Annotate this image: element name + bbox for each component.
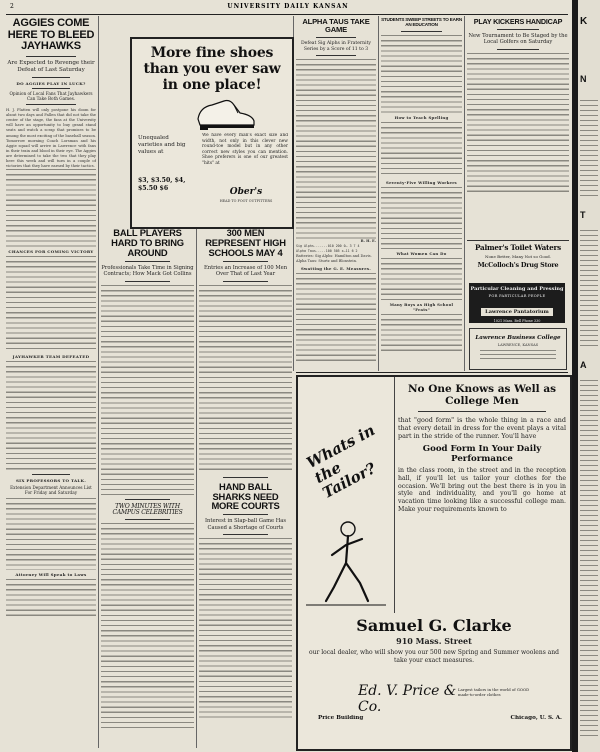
business-college-line-1: Lawrence Business College [475,335,561,341]
shoes-ad-headline: More fine shoes than you ever saw in one place! [143,45,281,93]
runner-illustration [304,517,388,609]
play-kickers-body [467,53,569,193]
column-rule-3 [378,16,379,371]
shoes-ad-blurb: We have every man's exact size and width, not only in this clever new round-toe model but in any other correct new styles you can mention. Shoe preferers is one of our greatest "hits" at [202,133,288,166]
play-kickers-headline: PLAY KICKERS HANDICAP [473,18,563,26]
clarke-ad-illustration [298,377,395,613]
hand-ball-body [199,538,292,718]
students-sweep-body-4 [381,258,462,300]
students-sweep-body-1 [381,35,462,113]
ball-players-body [101,285,194,495]
palmer-ad-store: McColloch's Drug Store [477,260,559,269]
adjacent-text-3 [580,380,598,740]
score-row-1: Sig Alphs.......010 200 0— 3 7 4 [296,244,360,249]
two-minutes-body [101,523,194,728]
clarke-ad-headline-2: Good Form In Your Daily Performance [422,444,542,464]
students-sweep-body-3 [381,187,462,249]
column-rule-4 [464,16,465,371]
business-college-ad [469,328,567,370]
clarke-ad-footer-left: Price Building [318,715,364,721]
cleaning-ad [469,283,565,323]
ball-players-article [101,228,194,748]
students-sweep-sub-4: Many Boys as High School "Frats" [389,301,454,312]
high-schools-body [199,285,292,473]
batteries: Batteries: Sig Alphs: Hamilton and Davis. Alpha Taus: Sturtz and Blonstein. [296,254,372,264]
clarke-ad-body-3: our local dealer, who will show you our 500 new Spring and Summer woolens and take your exact measures. [309,649,559,664]
alpha-taus-headline: ALPHA TAUS TAKE GAME [302,18,370,34]
clarke-ad-lettering: Whats in the Tailor? [304,421,379,503]
aggies-deck-3: Opinion of Local Fans That Jayhawkers Can Take Both Games. [9,90,93,101]
professors-deck: Extension Department Announces List For Friday and Saturday [10,485,92,496]
high-schools-article [199,228,292,748]
play-kickers-article [467,18,569,236]
column-rule-5 [196,225,197,748]
alpha-taus-deck: Defeat Sig Alphs in Fraternity Series by a Score of 11 to 3 [300,40,372,52]
masthead [8,3,568,13]
professors-body [6,498,96,570]
clarke-ad-signature: Ed. V. Price & Co. [358,683,457,715]
adjacent-text-2 [580,230,598,350]
clarke-ad-footer-right: Chicago, U. S. A. [510,715,562,721]
clarke-ad [296,375,572,751]
shoes-ad [130,37,294,229]
hand-ball-headline: HAND BALL SHARKS NEED MORE COURTS [211,480,280,512]
clarke-ad-headline: No One Knows as Well as College Men [407,383,557,407]
aggies-body-filler-3 [6,361,96,471]
shoes-ad-store: Ober's [229,187,263,197]
palmer-ad-headline: Palmer's Toilet Waters [475,243,561,252]
students-sweep-article [381,18,462,370]
students-sweep-sub-2: Seventy-Five Willing Workers [386,179,457,185]
adjacent-page-edge [578,0,600,752]
adjacent-letter-2: N [580,74,587,84]
business-college-line-2: LAWRENCE, KANSAS [497,343,539,347]
page-number: 2 [10,3,15,10]
shoes-ad-store-sub: HEAD TO FOOT OUTFITTERS [219,199,273,203]
shoes-ad-features: Unequaled varieties and big values at [138,135,186,155]
clarke-ad-tagline: Largest tailors in the world of GOOD made-to-order clothes [458,687,530,697]
cleaning-ad-line-4: 1021 Mass. Bell Phone 330 [493,319,541,323]
alpha-taus-article [296,18,376,370]
high-schools-deck: Entries an Increase of 100 Men Over That of Last Year [203,264,288,278]
aggies-article [6,18,96,748]
aggies-deck: Are Expected to Revenge their Defeat of Last Saturday [7,59,95,73]
palmer-ad [467,240,569,281]
cleaning-ad-line-1: Particular Cleaning and Pressing [470,286,564,292]
aggies-body-1: H. J. Platten will only postpone his doom for about two days and Fallen that did not take the center of the stage, the fans at the University will have an opportunity to buy grand stand seats and watch a scrap that promises to be among the most exciting of the baseball season. Tomorrow morning Coach Lorsman and his Aggie squad will arrive in Lawrence with fans in their train and blood in their eye. The Aggies are determined to take the two that they play here this week and will turn in a couple of victories that they have earned by their tactics. [6,108,96,169]
clarke-ad-copy [398,383,566,514]
swatting-subhead: Swatting the G. E. Measures. [301,266,371,272]
column-rule-1 [98,16,99,748]
adjacent-letter-4: A [580,360,587,370]
score-row-2: Alpha Taus.....100 505 x—11 6 2 [296,249,358,254]
students-sweep-sub-3: What Women Can Do [396,250,447,256]
shoe-illustration [194,97,258,131]
clarke-ad-body-2: in the class room, in the street and in the reception hall, if you'll let us tailor your clothes for the occasion. We'll bring out the best there is in you in style and individuality, and you'll go home at vacation time looking like a successful college man. Make your requirements known to [398,467,566,513]
students-sweep-body-2 [381,122,462,178]
swatting-body [296,273,376,363]
students-sweep-body-5 [381,314,462,354]
masthead-rule [6,14,568,15]
palmer-ad-sub: None Better, Many Not so Good. [485,253,551,259]
aggies-subhead-2: JAYHAWKER TEAM DEFEATED [12,354,90,360]
ball-players-headline: BALL PLAYERS HARD TO BRING AROUND [111,228,184,258]
clarke-ad-top-rule [296,372,568,373]
aggies-deck-2: DO AGGIES PLAY IN LUCK? [16,80,86,86]
students-sweep-sub-1: How to Teach Spelling [394,114,449,120]
two-minutes-headline: TWO MINUTES WITH CAMPUS CELEBRITIES [112,502,183,516]
hand-ball-deck: Interest in Slap-ball Game Has Caused a Shortage of Courts [204,518,287,531]
professors-subhead: SIX PROFESSORS TO TALK. [15,478,87,484]
cleaning-ad-line-3: Lawrence Pantatorium [481,308,553,316]
attorney-body [6,579,96,619]
clarke-ad-lower [304,617,564,664]
ball-players-deck: Professionals Take Time in Signing Contracts; How Mack Got Collins [101,264,194,278]
shoes-ad-prices: $3, $3.50, $4, $5.50 $6 [138,177,186,192]
students-sweep-headline: STUDENTS SWEEP STREETS TO EARN AN EDUCATION [381,18,462,27]
attorney-subhead: Attorney Will Speak to Laws [15,571,87,577]
score-header: R. H. E. [360,239,376,244]
business-college-fineprint [480,350,556,362]
play-kickers-deck: New Tournament to Be Staged by the Local Golfers on Saturday [468,32,568,46]
aggies-body-filler-2 [6,256,96,352]
clarke-ad-body-1: that "good form" is the whole thing in a race and that every detail in dress for the event plays a vital part in the stride of the runner. You'll have [398,416,566,440]
aggies-body-filler-1 [6,169,96,247]
adjacent-letter-1: K [580,16,588,27]
clarke-ad-name: Samuel G. Clarke [356,617,512,635]
aggies-headline: AGGIES COME HERE TO BLEED JAYHAWKS [7,18,95,53]
alpha-taus-body [296,59,376,239]
cleaning-ad-line-2: FOR PARTICULAR PEOPLE [488,294,546,298]
adjacent-letter-3: T [580,210,586,220]
masthead-title: UNIVERSITY DAILY KANSAN [227,3,349,10]
aggies-subhead-1: CHANCES FOR COMING VICTORY [8,249,94,255]
adjacent-text-1 [580,100,598,200]
high-schools-headline: 300 MEN REPRESENT HIGH SCHOOLS MAY 4 [205,228,286,258]
clarke-ad-address: 910 Mass. Street [396,636,472,646]
